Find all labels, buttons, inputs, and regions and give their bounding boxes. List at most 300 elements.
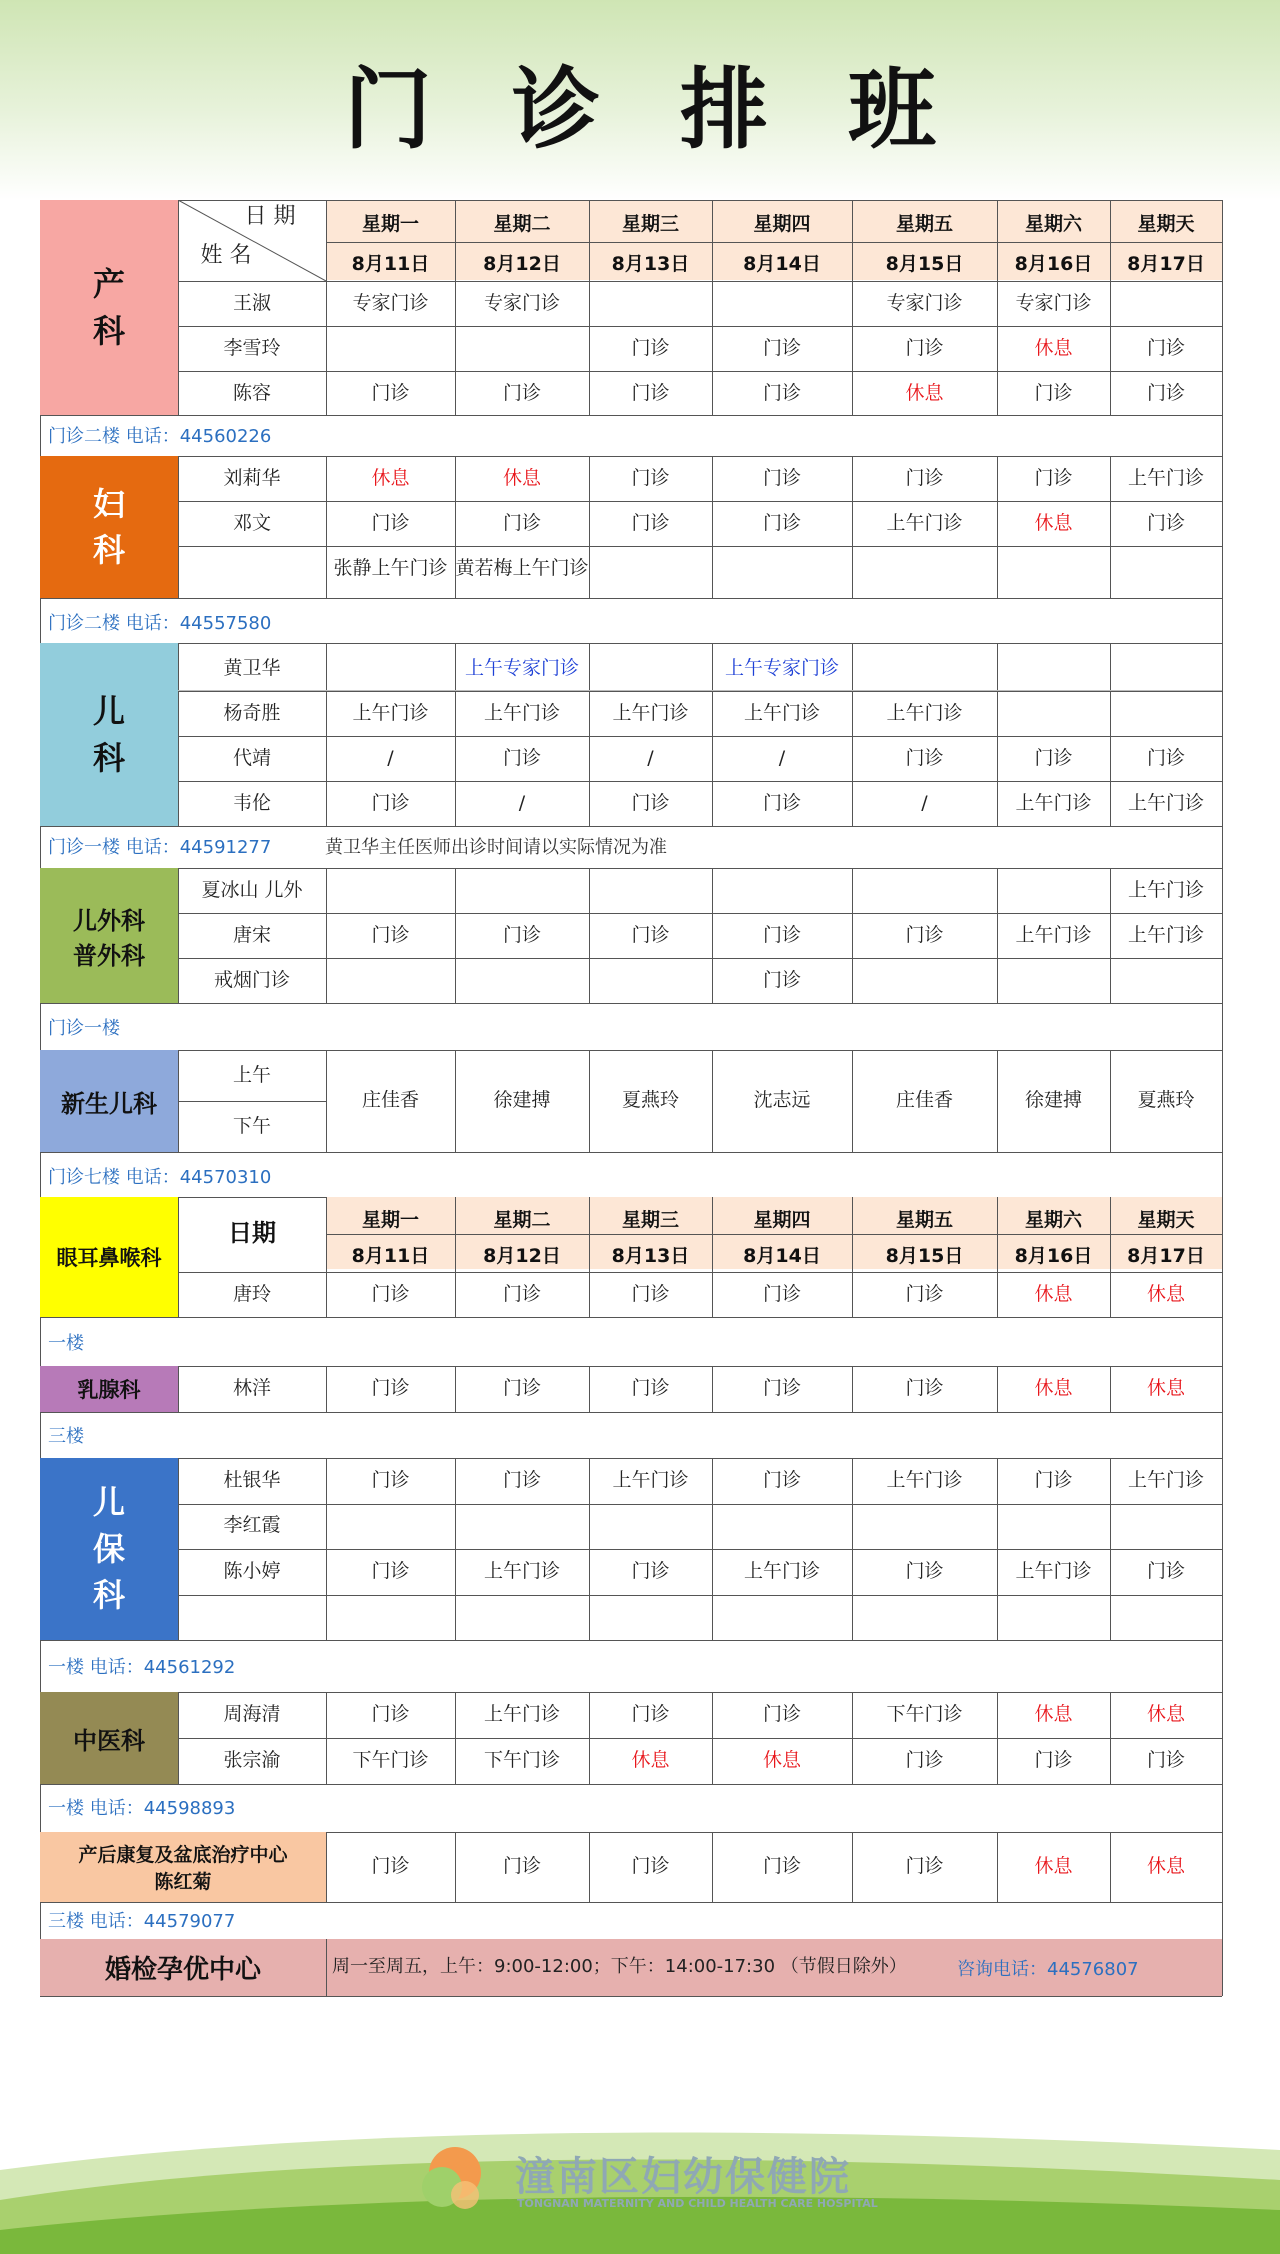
ped-cell-1-6 (1110, 691, 1222, 736)
grid-line (455, 1366, 456, 1412)
tcm-name-0: 周海清 (223, 1703, 281, 1726)
cc-cell-3-5 (997, 1595, 1110, 1641)
grid-line (1222, 1366, 1223, 1412)
ob-name-2: 陈容 (232, 381, 271, 404)
grid-line (40, 643, 1222, 644)
gyn-cell-1-5: 休息 (1034, 511, 1073, 534)
ped-cell-3-5: 上午门诊 (1015, 791, 1092, 814)
dept-tcm: 中医科 (40, 1692, 178, 1784)
gyn-name-0: 刘莉华 (223, 466, 281, 489)
info-rehab: 三楼 电话：44579077 (48, 1911, 236, 1932)
ob-cell-2-6: 门诊 (1146, 381, 1185, 404)
ped-cell-3-3: 门诊 (762, 791, 801, 814)
surg-cell-1-4: 门诊 (905, 923, 944, 946)
grid-line (852, 1197, 853, 1317)
ob-cell-2-3: 门诊 (762, 381, 801, 404)
gyn-cell-0-6: 上午门诊 (1127, 466, 1204, 489)
ob-cell-0-1: 专家门诊 (483, 291, 560, 314)
breast-cell-0-2: 门诊 (631, 1377, 670, 1400)
surg-cell-2-5 (997, 958, 1110, 1003)
grid-line (1110, 1050, 1111, 1152)
gyn-cell-1-3: 门诊 (762, 511, 801, 534)
grid-line (852, 281, 853, 415)
grid-line (178, 1101, 326, 1102)
ped-cell-0-3: 上午专家门诊 (724, 656, 839, 679)
grid-line (455, 1197, 456, 1317)
grid-line (178, 200, 179, 281)
breast-cell-0-0: 门诊 (371, 1377, 410, 1400)
hospital-name-en: TONGNAN MATERNITY AND CHILD HEALTH CARE HOSPITAL (517, 2197, 878, 2210)
surg-cell-0-2 (589, 868, 712, 913)
grid-line (178, 281, 179, 415)
ob-cell-0-6 (1110, 281, 1222, 326)
grid-line (40, 1902, 1222, 1903)
ent-cell-0-3: 门诊 (762, 1282, 801, 1305)
grid-line (40, 826, 1222, 827)
cc-cell-2-0: 门诊 (371, 1559, 410, 1582)
grid-line (712, 1692, 713, 1784)
neonatal-cell-4: 庄佳香 (895, 1089, 953, 1112)
dept-obstetrics: 产 科 (40, 200, 178, 415)
surg-cell-2-3: 门诊 (762, 968, 801, 991)
grid-line (178, 1197, 179, 1317)
grid-line (997, 1050, 998, 1152)
ped-cell-0-0 (326, 646, 455, 691)
grid-line (178, 1504, 1222, 1505)
grid-line (178, 1458, 179, 1640)
gyn-cell-1-6: 门诊 (1146, 511, 1185, 534)
grid-line (178, 643, 179, 826)
grid-line (1110, 456, 1111, 598)
ob-cell-2-2: 门诊 (631, 381, 670, 404)
grid-line (712, 1832, 713, 1902)
grid-line (997, 1692, 998, 1784)
info-breast: 三楼 (48, 1426, 84, 1447)
grid-line (178, 1692, 179, 1784)
grid-line (712, 1050, 713, 1152)
tcm-cell-0-5: 休息 (1034, 1703, 1073, 1726)
ped-cell-1-2: 上午门诊 (612, 701, 689, 724)
ent-weekday-5: 星期六 (1024, 1208, 1082, 1231)
premarital-hours: 周一至周五，上午：9:00-12:00；下午：14:00-17:30 （节假日除外） (332, 1956, 907, 1978)
surg-cell-0-3 (712, 868, 852, 913)
grid-line (455, 281, 456, 415)
grid-line (455, 1692, 456, 1784)
gyn-cell-0-4: 门诊 (905, 466, 944, 489)
ped-name-0: 黄卫华 (223, 656, 281, 679)
neonatal-pm: 下午 (232, 1114, 271, 1137)
ob-cell-0-4: 专家门诊 (886, 291, 963, 314)
cc-cell-0-2: 上午门诊 (612, 1468, 689, 1491)
info-neonatal: 门诊七楼 电话：44570310 (48, 1167, 272, 1188)
grid-line (589, 868, 590, 1003)
ped-cell-2-4: 门诊 (905, 746, 944, 769)
ent-cell-0-4: 门诊 (905, 1282, 944, 1305)
surg-cell-0-1 (455, 868, 589, 913)
surg-name-0: 夏冰山 儿外 (201, 878, 303, 901)
ped-name-1: 杨奇胜 (223, 701, 281, 724)
grid-line (178, 691, 1222, 692)
cc-cell-1-1 (455, 1504, 589, 1550)
ob-cell-2-4: 休息 (905, 381, 944, 404)
dept-neonatal: 新生儿科 (40, 1050, 178, 1152)
rehab-cell-4: 门诊 (905, 1855, 944, 1878)
rehab-cell-2: 门诊 (631, 1855, 670, 1878)
cc-cell-0-6: 上午门诊 (1127, 1468, 1204, 1491)
gyn-cell-1-2: 门诊 (631, 511, 670, 534)
grid-line (997, 868, 998, 1003)
surg-cell-1-3: 门诊 (762, 923, 801, 946)
weekday-5: 星期六 (1024, 212, 1082, 235)
cc-cell-2-6: 门诊 (1146, 1559, 1185, 1582)
grid-line (326, 456, 327, 598)
ped-cell-3-0: 门诊 (371, 791, 410, 814)
ped-cell-1-4: 上午门诊 (886, 701, 963, 724)
neonatal-cell-2: 夏燕玲 (621, 1089, 679, 1112)
rehab-title: 产后康复及盆底治疗中心 (78, 1844, 288, 1866)
surg-cell-1-1: 门诊 (502, 923, 541, 946)
dept-rehab (40, 1832, 326, 1902)
grid-line (178, 913, 1222, 914)
ped-cell-0-5 (997, 646, 1110, 691)
gyn-cell-2-5 (997, 546, 1110, 591)
rehab-cell-1: 门诊 (502, 1855, 541, 1878)
grid-line (1222, 868, 1223, 1003)
ob-cell-1-5: 休息 (1034, 336, 1073, 359)
gyn-name-2 (178, 546, 326, 591)
page-title-char: 诊 (511, 58, 600, 161)
grid-line (712, 456, 713, 598)
neonatal-cell-1: 徐建搏 (493, 1089, 551, 1112)
cc-cell-2-1: 上午门诊 (483, 1559, 560, 1582)
dept-pedsurgery: 儿外科 普外科 (40, 868, 178, 1003)
grid-line (712, 200, 713, 281)
grid-line (40, 1152, 1222, 1153)
grid-line (326, 1939, 327, 1996)
ped-cell-0-1: 上午专家门诊 (464, 656, 579, 679)
surg-cell-2-2 (589, 958, 712, 1003)
ob-cell-1-3: 门诊 (762, 336, 801, 359)
neonatal-am: 上午 (232, 1063, 271, 1086)
cc-name-0: 杜银华 (223, 1468, 281, 1491)
ob-cell-0-0: 专家门诊 (352, 291, 429, 314)
grid-line (455, 1832, 456, 1902)
cc-cell-3-3 (712, 1595, 852, 1641)
ent-date-4: 8月15日 (885, 1244, 964, 1267)
grid-line (589, 643, 590, 826)
ped-cell-2-3: / (778, 746, 786, 769)
grid-line (852, 1050, 853, 1152)
ent-weekday-4: 星期五 (895, 1208, 953, 1231)
ped-cell-0-4 (852, 646, 997, 691)
gyn-cell-2-4 (852, 546, 997, 591)
ob-cell-1-1 (455, 326, 589, 371)
info-pedsurgery: 门诊一楼 (48, 1018, 120, 1039)
weekday-0: 星期一 (361, 212, 419, 235)
grid-line (455, 643, 456, 826)
grid-line (178, 456, 179, 598)
date-3: 8月14日 (743, 252, 821, 275)
info-gynecology: 门诊二楼 电话：44557580 (48, 613, 272, 634)
grid-line (852, 1458, 853, 1640)
breast-cell-0-4: 门诊 (905, 1377, 944, 1400)
grid-line (997, 1366, 998, 1412)
surg-cell-2-1 (455, 958, 589, 1003)
grid-line (589, 1366, 590, 1412)
grid-line (1110, 643, 1111, 826)
ped-name-3: 韦伦 (232, 791, 271, 814)
ped-cell-2-0: / (387, 746, 394, 769)
ob-cell-2-1: 门诊 (502, 381, 541, 404)
gyn-cell-1-0: 门诊 (371, 511, 410, 534)
grid-line (589, 281, 590, 415)
tcm-cell-0-6: 休息 (1146, 1703, 1185, 1726)
cc-cell-1-3 (712, 1504, 852, 1550)
grid-line (40, 1412, 1222, 1413)
grid-line (40, 1996, 1222, 1997)
surg-cell-1-0: 门诊 (371, 923, 410, 946)
ob-cell-0-3 (712, 281, 852, 326)
rehab-cell-3: 门诊 (762, 1855, 801, 1878)
cc-cell-1-4 (852, 1504, 997, 1550)
hospital-logo (410, 2135, 500, 2225)
ped-cell-2-2: / (647, 746, 654, 769)
grid-line (1222, 1832, 1223, 1902)
cc-cell-3-4 (852, 1595, 997, 1641)
grid-line (455, 1458, 456, 1640)
tcm-cell-1-4: 门诊 (905, 1749, 944, 1772)
ob-name-0: 王淑 (232, 291, 271, 314)
tcm-cell-1-3: 休息 (762, 1749, 801, 1772)
date-0: 8月11日 (351, 252, 430, 275)
grid-line (455, 1050, 456, 1152)
tcm-cell-1-5: 门诊 (1034, 1749, 1073, 1772)
premarital-phone: 咨询电话：44576807 (957, 1958, 1139, 1980)
breast-cell-0-1: 门诊 (502, 1377, 541, 1400)
ob-cell-0-5: 专家门诊 (1015, 291, 1092, 314)
grid-line (589, 200, 590, 281)
surg-cell-1-2: 门诊 (631, 923, 670, 946)
cc-cell-0-1: 门诊 (502, 1468, 541, 1491)
dept-childcare: 儿 保 科 (40, 1458, 178, 1640)
cc-cell-1-6 (1110, 1504, 1222, 1550)
grid-line (997, 643, 998, 826)
grid-line (712, 868, 713, 1003)
gyn-cell-2-6 (1110, 546, 1222, 591)
grid-line (852, 1366, 853, 1412)
ent-weekday-3: 星期四 (753, 1208, 811, 1231)
grid-line (40, 598, 1222, 599)
ob-cell-0-2 (589, 281, 712, 326)
ent-date-label: 日期 (228, 1219, 276, 1247)
tcm-cell-1-0: 下午门诊 (352, 1749, 429, 1772)
tcm-cell-0-2: 门诊 (631, 1703, 670, 1726)
cc-cell-3-2 (589, 1595, 712, 1641)
ent-weekday-6: 星期天 (1137, 1208, 1195, 1231)
grid-line (178, 1595, 1222, 1596)
grid-line (1110, 200, 1111, 281)
grid-line (326, 1050, 327, 1152)
ped-cell-2-1: 门诊 (502, 746, 541, 769)
cc-name-3 (178, 1595, 326, 1641)
grid-line (852, 456, 853, 598)
tcm-cell-0-1: 上午门诊 (483, 1703, 560, 1726)
grid-line (589, 1832, 590, 1902)
neonatal-cell-0: 庄佳香 (361, 1089, 419, 1112)
grid-line (1222, 281, 1223, 415)
grid-line (178, 958, 1222, 959)
ent-weekday-0: 星期一 (361, 1208, 419, 1231)
info-obstetrics: 门诊二楼 电话：44560226 (48, 426, 272, 447)
grid-line (1110, 1366, 1111, 1412)
ped-cell-3-4: / (921, 791, 928, 814)
grid-line (589, 1458, 590, 1640)
grid-line (852, 200, 853, 281)
info-ent: 一楼 (48, 1333, 84, 1354)
grid-line (178, 868, 179, 1003)
grid-line (178, 781, 1222, 782)
grid-line (997, 1197, 998, 1317)
grid-line (852, 868, 853, 1003)
ped-cell-1-0: 上午门诊 (352, 701, 429, 724)
hospital-name: 潼南区妇幼保健院 (515, 2154, 851, 2200)
grid-line (1222, 200, 1223, 281)
grid-line (589, 456, 590, 598)
grid-line (326, 868, 327, 1003)
tcm-name-1: 张宗渝 (223, 1749, 281, 1772)
ent-name-0: 唐玲 (232, 1282, 271, 1305)
ob-name-1: 李雪玲 (223, 336, 281, 359)
ped-cell-2-5: 门诊 (1034, 746, 1073, 769)
ent-weekday-1: 星期二 (493, 1208, 551, 1231)
breast-cell-0-6: 休息 (1146, 1377, 1185, 1400)
cc-cell-0-3: 门诊 (762, 1468, 801, 1491)
cc-cell-0-4: 上午门诊 (886, 1468, 963, 1491)
cc-cell-1-0 (326, 1504, 455, 1550)
grid-line (178, 326, 1222, 327)
grid-line (997, 281, 998, 415)
grid-line (326, 281, 327, 415)
surg-cell-0-5 (997, 868, 1110, 913)
page-title-char: 门 (343, 58, 432, 161)
cc-cell-2-2: 门诊 (631, 1559, 670, 1582)
tcm-cell-0-4: 下午门诊 (886, 1703, 963, 1726)
gyn-name-1: 邓文 (232, 511, 271, 534)
grid-line (455, 868, 456, 1003)
weekday-3: 星期四 (753, 212, 811, 235)
grid-line (1110, 1692, 1111, 1784)
gyn-cell-1-4: 上午门诊 (886, 511, 963, 534)
ent-cell-0-2: 门诊 (631, 1282, 670, 1305)
neonatal-cell-3: 沈志远 (753, 1089, 811, 1112)
grid-line (589, 1050, 590, 1152)
grid-line (1222, 1692, 1223, 1784)
cc-cell-0-0: 门诊 (371, 1468, 410, 1491)
dept-pediatrics: 儿 科 (40, 643, 178, 826)
gyn-cell-2-0: 张静 上午门诊 (333, 556, 448, 579)
grid-line (712, 643, 713, 826)
grid-line (326, 200, 327, 281)
grid-line (712, 1197, 713, 1317)
grid-line (178, 546, 1222, 547)
rehab-person: 陈红菊 (154, 1871, 212, 1893)
ent-date-1: 8月12日 (483, 1244, 561, 1267)
grid-line (178, 1366, 179, 1412)
ped-cell-3-2: 门诊 (631, 791, 670, 814)
surg-name-2: 戒烟门诊 (213, 968, 290, 991)
ob-cell-2-5: 门诊 (1034, 381, 1073, 404)
surg-cell-1-6: 上午门诊 (1127, 923, 1204, 946)
ent-cell-0-5: 休息 (1034, 1282, 1073, 1305)
grid-line (455, 200, 456, 281)
page-title-char: 班 (848, 58, 937, 161)
ent-weekday-2: 星期三 (621, 1208, 679, 1231)
pediatrics-note: 黄卫华主任医师出诊时间请以实际情况为准 (325, 837, 667, 858)
grid-line (852, 1692, 853, 1784)
breast-cell-0-5: 休息 (1034, 1377, 1073, 1400)
ped-name-2: 代靖 (232, 746, 271, 769)
dept-gynecology: 妇 科 (40, 456, 178, 598)
rehab-cell-0: 门诊 (371, 1855, 410, 1878)
grid-line (997, 200, 998, 281)
page-title-char: 排 (680, 58, 769, 161)
grid-line (40, 1003, 1222, 1004)
ob-cell-1-4: 门诊 (905, 336, 944, 359)
surg-name-1: 唐宋 (232, 923, 271, 946)
gyn-cell-2-3 (712, 546, 852, 591)
ent-date-3: 8月14日 (743, 1244, 821, 1267)
tcm-cell-1-6: 门诊 (1146, 1749, 1185, 1772)
ent-date-2: 8月13日 (611, 1244, 690, 1267)
grid-line (852, 643, 853, 826)
grid-line (178, 501, 1222, 502)
rehab-cell-5: 休息 (1034, 1855, 1073, 1878)
cc-name-2: 陈小婷 (223, 1559, 281, 1582)
ped-cell-2-6: 门诊 (1146, 746, 1185, 769)
grid-line (997, 1458, 998, 1640)
cc-cell-2-3: 上午门诊 (743, 1559, 820, 1582)
grid-line (1110, 868, 1111, 1003)
grid-line (1222, 643, 1223, 826)
grid-line (1222, 1050, 1223, 1152)
weekday-6: 星期天 (1137, 212, 1195, 235)
ped-cell-3-1: / (518, 791, 526, 814)
weekday-2: 星期三 (621, 212, 679, 235)
tcm-cell-1-2: 休息 (631, 1749, 670, 1772)
tcm-cell-1-1: 下午门诊 (483, 1749, 560, 1772)
grid-line (178, 1738, 1222, 1739)
gyn-cell-0-3: 门诊 (762, 466, 801, 489)
grid-line (997, 456, 998, 598)
info-tcm: 一楼 电话：44598893 (48, 1798, 236, 1819)
grid-line (326, 1234, 1222, 1235)
grid-line (997, 1832, 998, 1902)
ped-cell-0-6 (1110, 646, 1222, 691)
grid-line (326, 643, 327, 826)
grid-line (178, 736, 1222, 737)
name-label: 姓 名 (200, 243, 252, 269)
gyn-cell-0-1: 休息 (502, 466, 541, 489)
cc-cell-2-4: 门诊 (905, 1559, 944, 1582)
surg-cell-0-4 (852, 868, 997, 913)
grid-line (589, 1692, 590, 1784)
ob-cell-2-0: 门诊 (371, 381, 410, 404)
surg-cell-0-6: 上午门诊 (1127, 878, 1204, 901)
grid-line (1222, 456, 1223, 598)
ob-cell-1-6: 门诊 (1146, 336, 1185, 359)
ob-cell-1-2: 门诊 (631, 336, 670, 359)
ent-date-5: 8月16日 (1014, 1244, 1093, 1267)
